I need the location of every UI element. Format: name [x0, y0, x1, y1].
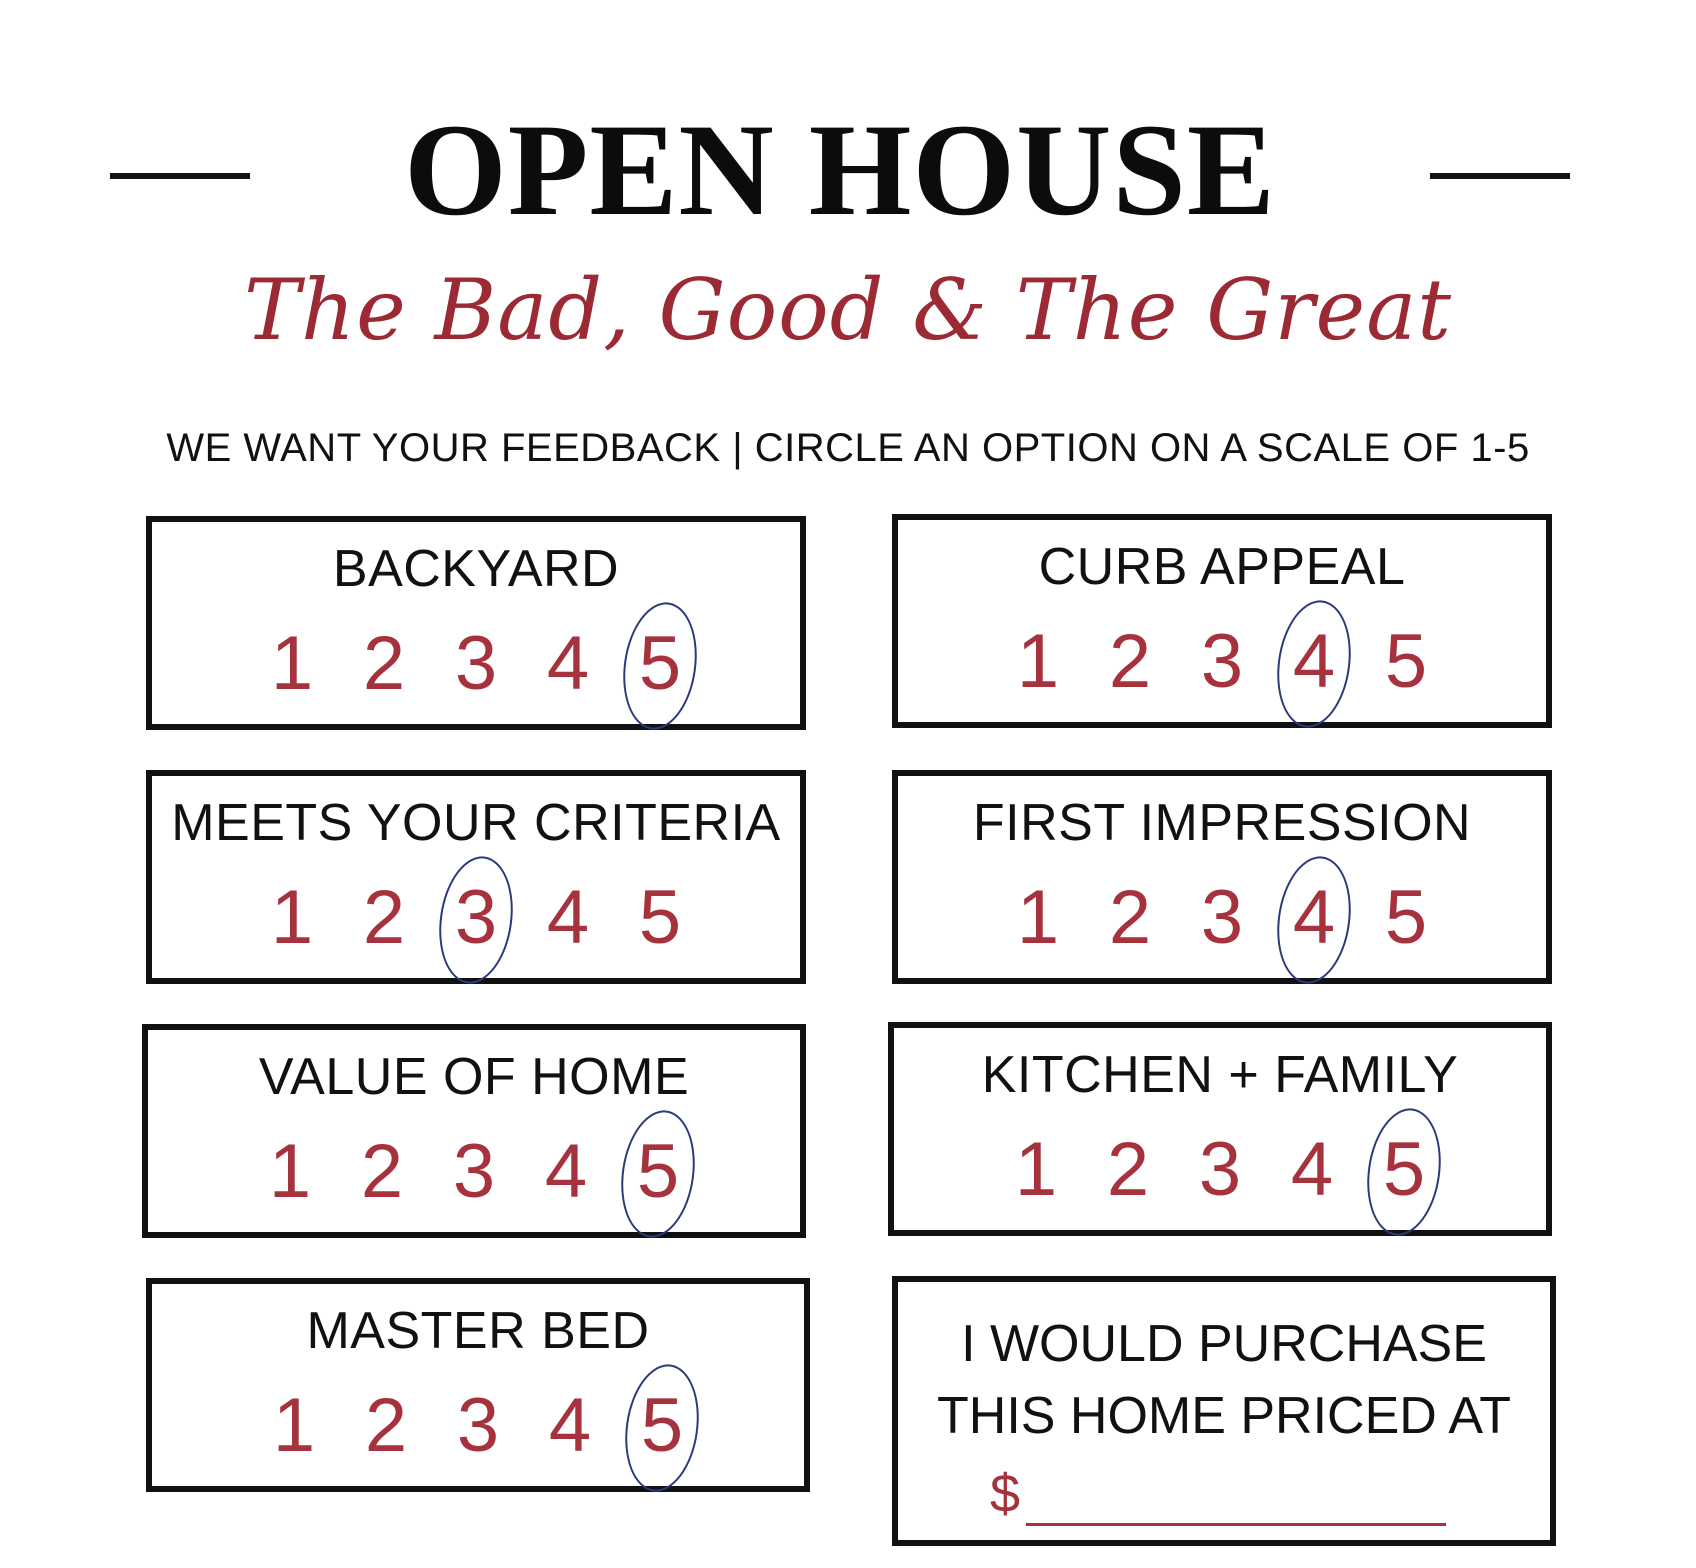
- rating-option-4[interactable]: 4: [1268, 614, 1360, 710]
- price-blank-field[interactable]: [1026, 1477, 1446, 1526]
- rating-option-3[interactable]: 3: [430, 870, 522, 966]
- currency-symbol: $: [990, 1464, 1021, 1524]
- rating-option-1[interactable]: 1: [1016, 875, 1060, 960]
- rating-option-3[interactable]: 3: [456, 1383, 500, 1468]
- rating-option-5[interactable]: 5: [1384, 619, 1428, 704]
- rating-option-2[interactable]: 2: [362, 621, 406, 706]
- rating-option-2[interactable]: 2: [364, 1383, 408, 1468]
- rating-option-4[interactable]: 4: [548, 1383, 592, 1468]
- rating-option-1[interactable]: 1: [1016, 619, 1060, 704]
- rating-card-kitchen-family: [888, 1022, 1552, 1236]
- rating-card-meets-criteria: [146, 770, 806, 984]
- rating-option-2[interactable]: 2: [1108, 875, 1152, 960]
- rating-option-1[interactable]: 1: [1014, 1127, 1058, 1212]
- rating-option-1[interactable]: 1: [270, 875, 314, 960]
- rating-card-value-of-home: [142, 1024, 806, 1238]
- rating-option-2[interactable]: 2: [362, 875, 406, 960]
- rating-card-curb-appeal: [892, 514, 1552, 728]
- rating-option-3[interactable]: 3: [452, 1129, 496, 1214]
- rating-option-1[interactable]: 1: [272, 1383, 316, 1468]
- card-label: MASTER BED: [306, 1302, 650, 1360]
- rating-option-5[interactable]: 5: [1384, 875, 1428, 960]
- rating-scale: [894, 1122, 1546, 1218]
- rating-option-4[interactable]: 4: [1290, 1127, 1334, 1212]
- card-label: KITCHEN + FAMILY: [981, 1046, 1459, 1104]
- rating-option-3[interactable]: 3: [1198, 1127, 1242, 1212]
- rating-option-3[interactable]: 3: [1200, 875, 1244, 960]
- title-row: [110, 95, 1570, 245]
- card-label: VALUE OF HOME: [258, 1048, 690, 1106]
- rating-option-5[interactable]: 5: [612, 1124, 704, 1220]
- page-title: OPEN HOUSE: [404, 96, 1276, 243]
- rating-option-1[interactable]: 1: [270, 621, 314, 706]
- rating-scale: [152, 616, 800, 712]
- card-label: BACKYARD: [332, 540, 620, 598]
- rating-option-5[interactable]: 5: [614, 616, 706, 712]
- instructions: WE WANT YOUR FEEDBACK | CIRCLE AN OPTION ON A SCALE OF 1-5: [166, 426, 1530, 470]
- rating-card-backyard: [146, 516, 806, 730]
- rating-option-4[interactable]: 4: [546, 875, 590, 960]
- rating-scale: [152, 870, 800, 966]
- price-label-line2: THIS HOME PRICED AT: [937, 1387, 1511, 1445]
- price-label-line1: I WOULD PURCHASE: [961, 1315, 1487, 1373]
- rating-option-5[interactable]: 5: [638, 875, 682, 960]
- rating-option-1[interactable]: 1: [268, 1129, 312, 1214]
- rating-option-3[interactable]: 3: [454, 621, 498, 706]
- rating-option-4[interactable]: 4: [546, 621, 590, 706]
- rating-card-master-bed: [146, 1278, 810, 1492]
- rating-card-first-impression: [892, 770, 1552, 984]
- price-card: [892, 1276, 1556, 1546]
- rating-scale: [898, 614, 1546, 710]
- rating-option-5[interactable]: 5: [616, 1378, 708, 1474]
- rating-scale: [148, 1124, 800, 1220]
- rating-option-2[interactable]: 2: [1108, 619, 1152, 704]
- rating-option-2[interactable]: 2: [360, 1129, 404, 1214]
- rating-option-4[interactable]: 4: [544, 1129, 588, 1214]
- title-rule-right: [1430, 173, 1570, 179]
- title-rule-left: [110, 173, 250, 179]
- card-label: MEETS YOUR CRITERIA: [171, 794, 781, 852]
- rating-option-5[interactable]: 5: [1358, 1122, 1450, 1218]
- rating-option-2[interactable]: 2: [1106, 1127, 1150, 1212]
- rating-option-4[interactable]: 4: [1268, 870, 1360, 966]
- rating-option-3[interactable]: 3: [1200, 619, 1244, 704]
- price-input-row: [990, 1462, 1550, 1526]
- script-subtitle: The Bad, Good & The Great: [243, 261, 1453, 359]
- card-label: CURB APPEAL: [1038, 538, 1406, 596]
- card-label: FIRST IMPRESSION: [972, 794, 1472, 852]
- rating-scale: [152, 1378, 804, 1474]
- rating-scale: [898, 870, 1546, 966]
